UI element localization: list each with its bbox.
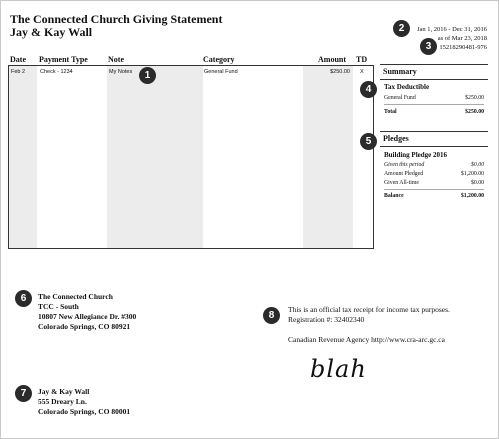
summary-total-label: Total [384,109,397,115]
summary-title: Summary [383,67,417,76]
summary-bottom-rule [380,79,488,80]
summary-total-value: $250.00 [465,109,484,115]
church-branch: TCC - South [38,302,79,311]
note-column [107,66,203,248]
callout-badge-8: 8 [263,307,280,324]
pledge-row-value: $0.00 [470,162,484,168]
callout-badge-6: 6 [15,290,32,307]
date-range: Jan 1, 2016 - Dec 31, 2016 [416,26,487,33]
row-note: My Notes [109,69,133,75]
row-category: General Fund [204,69,238,75]
callout-badge-4: 4 [360,81,377,98]
row-td: X [360,69,364,75]
pledge-balance-rule [384,189,484,190]
pledge-row-label: Given this period [384,162,425,168]
row-payment-type: Check - 1234 [40,69,73,75]
statement-header [10,13,222,39]
col-header-amount: Amount [318,55,347,64]
callout-badge-7: 7 [15,385,32,402]
tax-receipt-note [288,305,450,345]
tax-deductible-title: Tax Deductible [384,83,430,91]
pledge-balance-label: Balance [384,193,404,199]
church-street: 10807 New Allegiance Dr. #300 [38,312,137,321]
church-name: The Connected Church [38,292,113,301]
signature: blah [310,355,367,383]
pledges-top-rule [380,131,488,132]
date-column [9,66,37,248]
pledge-balance-value: $1,200.00 [460,193,484,199]
summary-top-rule [380,64,488,65]
pledge-row-value: $1,200.00 [460,171,484,177]
donor-address-block [38,387,130,417]
row-amount: $250.00 [330,69,350,75]
col-header-date: Date [10,55,26,64]
church-city: Colorado Springs, CO 80921 [38,322,131,331]
pledge-row-label: Amount Pledged [384,171,424,177]
callout-badge-5: 5 [360,133,377,150]
registration-number: Registration #: 32402340 [288,315,365,324]
col-header-note: Note [108,55,124,64]
summary-total-rule [384,104,484,105]
summary-item-label: General Fund [384,95,416,101]
callout-badge-2: 2 [393,20,410,37]
pledge-row-label: Given All-time [384,180,419,186]
col-header-category: Category [203,55,235,64]
pledges-bottom-rule [380,146,488,147]
donor-street: 555 Dreary Ln. [38,397,87,406]
transactions-table [8,65,374,249]
statement-title: The Connected Church Giving Statement [10,12,223,26]
row-date: Feb 2 [11,69,26,75]
col-header-payment-type: Payment Type [39,55,88,64]
tax-receipt-line: This is an official tax receipt for income tax purposes. [288,305,450,314]
callout-badge-1: 1 [139,67,156,84]
callout-badge-3: 3 [420,38,437,55]
statement-id: 15218290481-976 [439,44,487,51]
as-of-date: as of Mar 23, 2018 [437,35,487,42]
pledge-row-value: $0.00 [470,180,484,186]
amount-column [303,66,353,248]
donor-address-name: Jay & Kay Wall [38,387,90,396]
revenue-agency-line: Canadian Revenue Agency http://www.cra-arc.gc.ca [288,335,445,344]
donor-city: Colorado Springs, CO 80001 [38,407,131,416]
pledge-name: Building Pledge 2016 [384,151,448,159]
church-address-block [38,292,136,332]
summary-item-value: $250.00 [465,95,484,101]
donor-name: Jay & Kay Wall [10,25,93,39]
col-header-td: TD [356,55,368,64]
pledges-title: Pledges [383,134,409,143]
